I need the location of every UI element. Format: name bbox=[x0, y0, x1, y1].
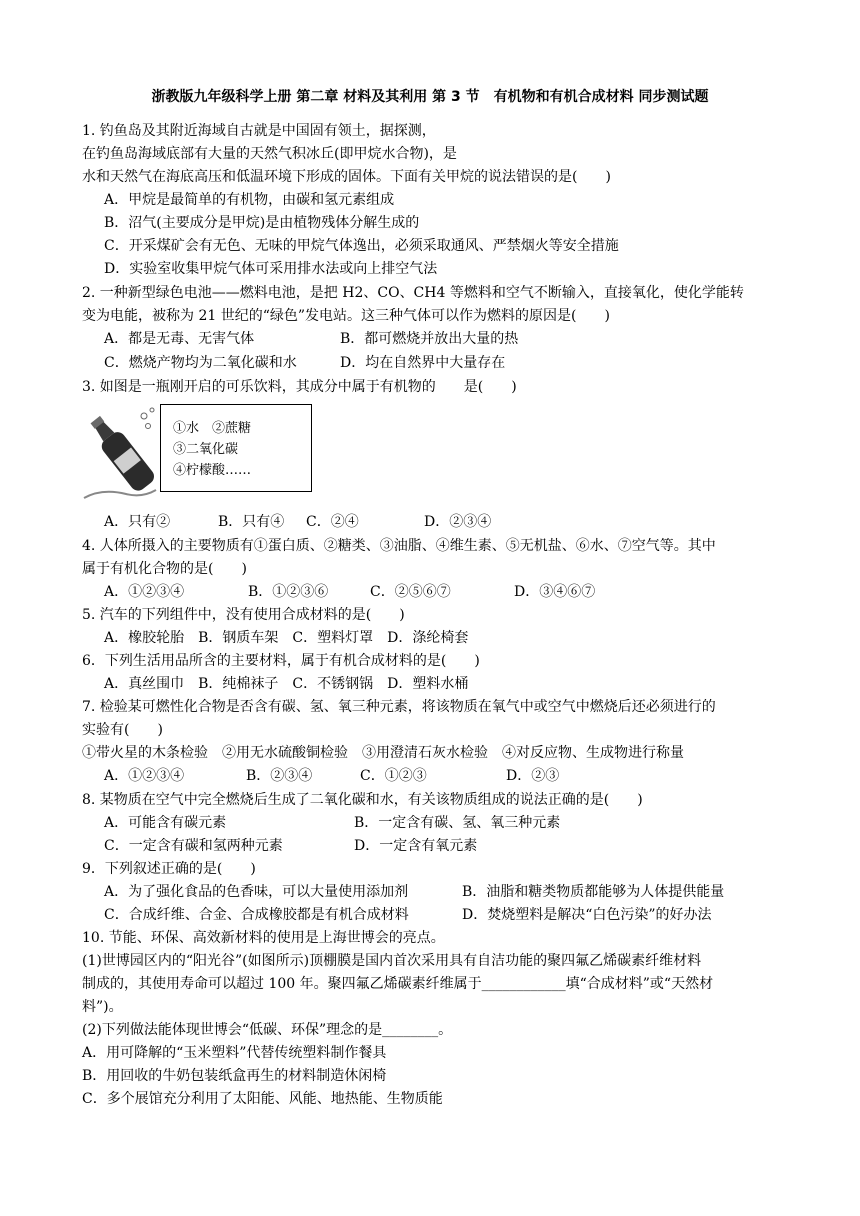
q2-option-c: C．燃烧产物均为二氧化碳和水 bbox=[104, 355, 297, 371]
q10-part1-line1: (1)世博园区内的“阳光谷”(如图所示)顶棚膜是国内首次采用具有自洁功能的聚四氟乙烯碳素纤维材料 bbox=[82, 953, 702, 969]
page-title: 浙教版九年级科学上册 第二章 材料及其利用 第 3 节 有机物和有机合成材料 同步测试题 bbox=[151, 89, 709, 105]
ingredient-line1: ①水 ②蔗糖 bbox=[173, 421, 252, 436]
ingredient-box bbox=[160, 404, 312, 492]
q10-part2-stem: (2)下列做法能体现世博会“低碳、环保”理念的是________。 bbox=[82, 1022, 453, 1038]
q5-stem: 5. 汽车的下列组件中，没有使用合成材料的是( ) bbox=[82, 607, 405, 623]
q7-stem-line3: ①带火星的木条检验 ②用无水硫酸铜检验 ③用澄清石灰水检验 ④对反应物、生成物进行称量 bbox=[82, 745, 684, 761]
q10-option-c: C．多个展馆充分利用了太阳能、风能、地热能、生物质能 bbox=[82, 1091, 443, 1107]
q4-option-d: D．③④⑥⑦ bbox=[514, 584, 596, 600]
q3-stem: 3. 如图是一瓶刚开启的可乐饮料，其成分中属于有机物的 是( ) bbox=[82, 379, 517, 395]
q4-stem-line1: 4. 人体所摄入的主要物质有①蛋白质、②糖类、③油脂、④维生素、⑤无机盐、⑥水、⑦空气等。其中 bbox=[82, 538, 716, 554]
q3-option-c: C．②④ bbox=[306, 514, 359, 530]
ingredient-line2: ③二氧化碳 bbox=[173, 442, 239, 457]
q9-option-c: C．合成纤维、合金、合成橡胶都是有机合成材料 bbox=[104, 907, 409, 923]
q1-stem-line3: 水和天然气在海底高压和低温环境下形成的固体。下面有关甲烷的说法错误的是( ) bbox=[82, 169, 611, 185]
q5-options: A．橡胶轮胎 B．钢质车架 C．塑料灯罩 D．涤纶椅套 bbox=[104, 630, 469, 646]
q8-option-b: B．一定含有碳、氢、氧三种元素 bbox=[354, 815, 561, 831]
ingredient-line3: ④柠檬酸…… bbox=[173, 463, 252, 478]
q1-option-c: C．开采煤矿会有无色、无味的甲烷气体逸出，必须采取通风、严禁烟火等安全措施 bbox=[104, 238, 619, 254]
q10-stem: 10. 节能、环保、高效新材料的使用是上海世博会的亮点。 bbox=[82, 930, 445, 946]
q8-option-d: D．一定含有氧元素 bbox=[354, 838, 478, 854]
q4-option-b: B．①②③⑥ bbox=[248, 584, 329, 600]
q7-stem-line2: 实验有( ) bbox=[82, 722, 163, 738]
q1-option-a: A．甲烷是最简单的有机物，由碳和氢元素组成 bbox=[104, 192, 395, 208]
q3-option-a: A．只有② bbox=[104, 514, 171, 530]
q10-part1-line3: 料”)。 bbox=[82, 999, 123, 1015]
q10-option-a: A．用可降解的“玉米塑料”代替传统塑料制作餐具 bbox=[82, 1045, 387, 1061]
q2-option-b: B．都可燃烧并放出大量的热 bbox=[340, 331, 519, 347]
q8-stem: 8. 某物质在空气中完全燃烧后生成了二氧化碳和水，有关该物质组成的说法正确的是( ) bbox=[82, 792, 643, 808]
q7-stem-line1: 7. 检验某可燃性化合物是否含有碳、氢、氧三种元素，将该物质在氧气中或空气中燃烧后还必须进行的 bbox=[82, 699, 716, 715]
q9-stem: 9．下列叙述正确的是( ) bbox=[82, 861, 256, 877]
cola-bottle-icon bbox=[82, 402, 172, 502]
q1-stem-line1: 1. 钓鱼岛及其附近海域自古就是中国固有领土，据探测， bbox=[82, 123, 436, 139]
q4-option-a: A．①②③④ bbox=[104, 584, 185, 600]
q8-option-c: C．一定含有碳和氢两种元素 bbox=[104, 838, 283, 854]
q2-stem-line1: 2. 一种新型绿色电池——燃料电池，是把 H2、CO、CH4 等燃料和空气不断输入，直接氧化，使化学能转 bbox=[82, 285, 744, 301]
q2-stem-line2: 变为电能，被称为 21 世纪的“绿色”发电站。这三种气体可以作为燃料的原因是( ) bbox=[82, 308, 610, 324]
q3-option-b: B．只有④ bbox=[218, 514, 285, 530]
q9-option-a: A．为了强化食品的色香味，可以大量使用添加剂 bbox=[104, 884, 409, 900]
q1-option-d: D．实验室收集甲烷气体可采用排水法或向上排空气法 bbox=[104, 261, 438, 277]
q1-stem-line2: 在钓鱼岛海域底部有大量的天然气积冰丘(即甲烷水合物)，是 bbox=[82, 146, 457, 162]
q2-option-a: A．都是无毒、无害气体 bbox=[104, 331, 255, 347]
q7-option-c: C．①②③ bbox=[360, 768, 427, 784]
q7-option-b: B．②③④ bbox=[246, 768, 313, 784]
q2-option-d: D．均在自然界中大量存在 bbox=[340, 355, 506, 371]
q10-option-b: B．用回收的牛奶包装纸盒再生的材料制造休闲椅 bbox=[82, 1068, 387, 1084]
q1-option-b: B．沼气(主要成分是甲烷)是由植物残体分解生成的 bbox=[104, 215, 420, 231]
q7-option-a: A．①②③④ bbox=[104, 768, 185, 784]
cola-bottle-figure bbox=[82, 402, 322, 502]
q4-stem-line2: 属于有机化合物的是( ) bbox=[82, 561, 247, 577]
q6-options: A．真丝围巾 B．纯棉袜子 C．不锈钢锅 D．塑料水桶 bbox=[104, 676, 469, 692]
q6-stem: 6．下列生活用品所含的主要材料，属于有机合成材料的是( ) bbox=[82, 653, 480, 669]
q9-option-b: B．油脂和糖类物质都能够为人体提供能量 bbox=[462, 884, 725, 900]
q9-option-d: D．焚烧塑料是解决“白色污染”的好办法 bbox=[462, 907, 712, 923]
q4-option-c: C．②⑤⑥⑦ bbox=[370, 584, 451, 600]
q10-part1-line2: 制成的，其使用寿命可以超过 100 年。聚四氟乙烯碳素纤维属于____________填“合成材料”或“天然材 bbox=[82, 976, 714, 992]
q8-option-a: A．可能含有碳元素 bbox=[104, 815, 227, 831]
q7-option-d: D．②③ bbox=[506, 768, 560, 784]
q3-option-d: D．②③④ bbox=[424, 514, 492, 530]
